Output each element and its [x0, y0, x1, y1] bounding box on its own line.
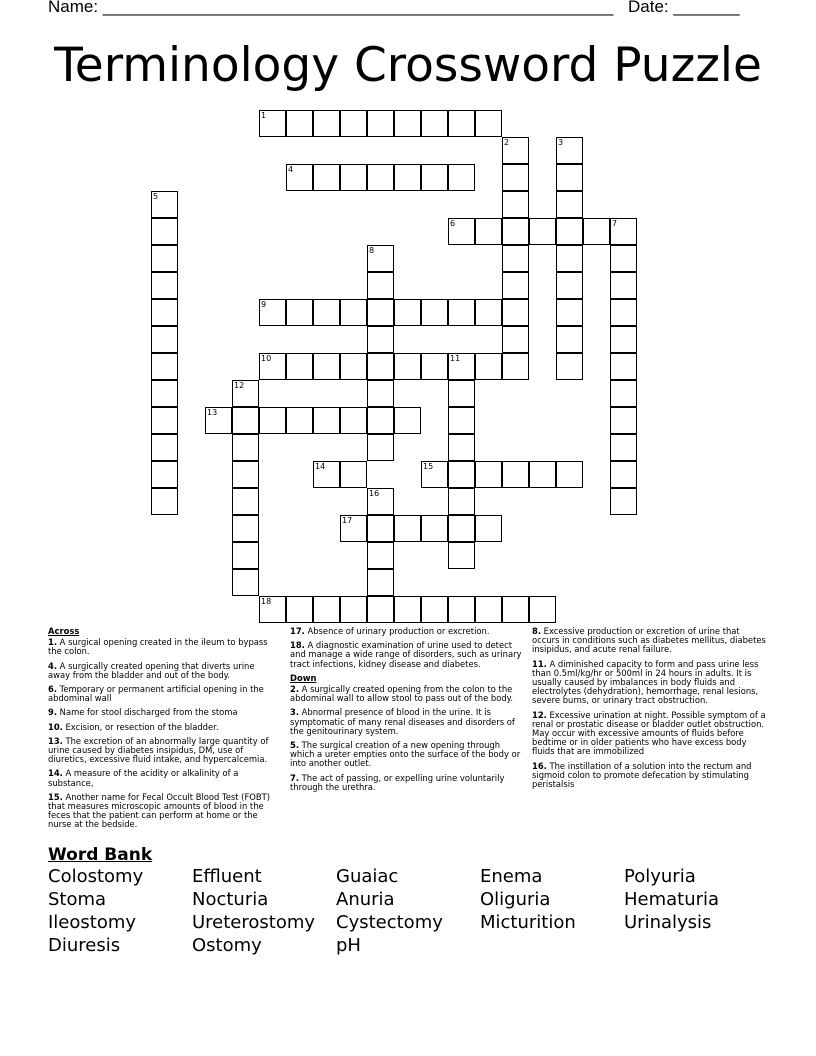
grid-cell[interactable] [610, 461, 637, 488]
grid-cell[interactable] [502, 218, 529, 245]
clue-text: A surgically created opening from the colon to the abdominal wall to allow stool to pass out of the body. [290, 684, 514, 704]
clue-number-label: 9. [48, 707, 58, 718]
grid-cell[interactable] [448, 515, 475, 542]
clue-item [532, 762, 768, 790]
grid-cell[interactable] [610, 245, 637, 272]
clue-item [48, 793, 274, 830]
grid-cell[interactable] [286, 110, 313, 137]
word-bank-item: Nocturia [192, 889, 269, 910]
clue-number-label: 1. [48, 637, 58, 648]
clue-text: A surgically created opening that diverts urine away from the bladder and out of the body. [48, 660, 255, 680]
grid-cell[interactable] [151, 434, 178, 461]
grid-cell[interactable] [556, 245, 583, 272]
grid-cell[interactable] [259, 407, 286, 434]
word-bank-item: Ostomy [192, 935, 262, 956]
grid-cell[interactable] [448, 218, 475, 245]
grid-cell[interactable] [232, 488, 259, 515]
grid-cell[interactable] [151, 272, 178, 299]
clue-number-label: 13. [48, 735, 63, 746]
grid-cell[interactable] [421, 164, 448, 191]
clue-item [532, 711, 768, 757]
grid-cell[interactable] [502, 191, 529, 218]
word-bank-item: Oliguria [480, 889, 551, 910]
across-clue-list-continued [290, 627, 526, 669]
word-bank-item: Micturition [480, 912, 576, 933]
clue-text: Abnormal presence of blood in the urine. It is symptomatic of many renal diseases and disorders of the genitourinary system. [290, 707, 515, 736]
grid-cell[interactable] [259, 110, 286, 137]
word-bank-item: Effluent [192, 866, 262, 887]
clue-number-label: 16. [532, 760, 547, 771]
grid-cell[interactable] [313, 353, 340, 380]
word-bank-item: Ureterostomy [192, 912, 316, 933]
clue-number-label: 2. [290, 684, 300, 695]
clue-item [48, 737, 274, 765]
clue-number: 9 [261, 300, 267, 309]
clues-column-2 [290, 627, 526, 797]
grid-cell[interactable] [340, 353, 367, 380]
grid-cell[interactable] [502, 164, 529, 191]
clue-text: The excretion of an abnormally large quantity of urine caused by diabetes insipidus, DM, use of diuretics, excessive fluid intake, and hypercalcemia. [48, 735, 269, 765]
clue-item [290, 774, 526, 792]
grid-cell[interactable] [556, 137, 583, 164]
grid-cell[interactable] [151, 380, 178, 407]
clue-item [48, 662, 274, 680]
word-bank-item: pH [336, 935, 361, 956]
down-heading: Down [290, 672, 317, 683]
grid-cell[interactable] [313, 596, 340, 623]
grid-cell[interactable] [448, 380, 475, 407]
grid-cell[interactable] [502, 272, 529, 299]
grid-cell[interactable] [151, 488, 178, 515]
grid-cell[interactable] [367, 164, 394, 191]
clue-number-label: 17. [290, 626, 305, 636]
grid-cell[interactable] [448, 110, 475, 137]
grid-cell[interactable] [232, 380, 259, 407]
clue-number: 4 [288, 165, 294, 174]
grid-cell[interactable] [367, 488, 394, 515]
clue-number: 12 [234, 381, 245, 390]
clue-number: 18 [261, 597, 272, 606]
clue-number: 16 [369, 489, 380, 498]
grid-cell[interactable] [286, 353, 313, 380]
page-title: Terminology Crossword Puzzle [54, 38, 762, 93]
word-bank-item: Urinalysis [624, 912, 712, 933]
clue-number: 7 [612, 219, 618, 228]
clue-item [290, 627, 526, 636]
clues-column-3 [532, 627, 768, 794]
grid-cell[interactable] [205, 407, 232, 434]
clue-item [532, 627, 768, 655]
down-clue-list-continued [532, 627, 768, 789]
clue-text: A diminished capacity to form and pass urine less than 0.5ml/kg/hr or 500ml in 24 hours in adults. It is usually caused by imbalances in body fluids and electrolytes (dehydration), hemorrhage, renal lesions, severe burns, or urinary tract obstruction. [532, 658, 759, 706]
clue-text: Excessive urination at night. Possible symptom of a renal or prostatic disease or bladder outlet obstruction. May occur with excessive amounts of fluids before bedtime or in older patients who have excess body fluids that are immobilized [532, 709, 766, 757]
grid-cell[interactable] [421, 299, 448, 326]
grid-cell[interactable] [421, 110, 448, 137]
grid-cell[interactable] [367, 245, 394, 272]
grid-cell[interactable] [556, 164, 583, 191]
clue-number: 6 [450, 219, 456, 228]
clue-text: A surgical opening created in the ileum to bypass the colon. [48, 637, 268, 657]
grid-cell[interactable] [394, 299, 421, 326]
grid-cell[interactable] [529, 218, 556, 245]
grid-cell[interactable] [475, 353, 502, 380]
grid-cell[interactable] [313, 110, 340, 137]
clue-number-label: 10. [48, 721, 63, 732]
grid-cell[interactable] [367, 434, 394, 461]
grid-cell[interactable] [421, 596, 448, 623]
grid-cell[interactable] [475, 110, 502, 137]
grid-cell[interactable] [556, 299, 583, 326]
grid-cell[interactable] [340, 596, 367, 623]
grid-cell[interactable] [367, 407, 394, 434]
grid-cell[interactable] [286, 596, 313, 623]
grid-cell[interactable] [367, 380, 394, 407]
clue-item [290, 641, 526, 669]
clue-number: 3 [558, 138, 564, 147]
grid-cell[interactable] [151, 353, 178, 380]
grid-cell[interactable] [367, 515, 394, 542]
grid-cell[interactable] [448, 353, 475, 380]
grid-cell[interactable] [556, 326, 583, 353]
grid-cell[interactable] [232, 407, 259, 434]
across-heading: Across [48, 626, 80, 636]
grid-cell[interactable] [340, 299, 367, 326]
across-clue-list [48, 638, 274, 829]
grid-cell[interactable] [610, 407, 637, 434]
grid-cell[interactable] [259, 299, 286, 326]
grid-cell[interactable] [151, 218, 178, 245]
grid-cell[interactable] [151, 191, 178, 218]
clue-text: The surgical creation of a new opening through which a ureter empties onto the surface of the body or into another outlet. [290, 740, 521, 769]
grid-cell[interactable] [394, 596, 421, 623]
clue-number-label: 12. [532, 709, 547, 720]
grid-cell[interactable] [502, 245, 529, 272]
grid-cell[interactable] [448, 488, 475, 515]
word-bank-item: Ileostomy [48, 912, 137, 933]
grid-cell[interactable] [556, 191, 583, 218]
clue-item [48, 708, 274, 717]
grid-cell[interactable] [259, 353, 286, 380]
clue-item [48, 685, 274, 703]
grid-cell[interactable] [232, 542, 259, 569]
grid-cell[interactable] [340, 407, 367, 434]
grid-cell[interactable] [529, 596, 556, 623]
grid-cell[interactable] [502, 299, 529, 326]
clue-item [290, 685, 526, 703]
clue-number: 14 [315, 462, 326, 471]
grid-cell[interactable] [475, 515, 502, 542]
grid-cell[interactable] [610, 326, 637, 353]
clue-number-label: 18. [290, 640, 305, 651]
grid-cell[interactable] [421, 353, 448, 380]
clue-text: Another name for Fecal Occult Blood Test (FOBT) that measures microscopic amounts of blood in the feces that the patient can perform at home or the nurse at the bedside. [48, 791, 270, 830]
clue-item [532, 660, 768, 706]
grid-cell[interactable] [151, 326, 178, 353]
clue-text: Excision, or resection of the bladder. [62, 721, 219, 732]
date-field-label[interactable]: Date: _______ [628, 0, 740, 16]
clue-number-label: 3. [290, 707, 300, 718]
grid-cell[interactable] [610, 380, 637, 407]
clue-text: A measure of the acidity or alkalinity of a substance, [48, 768, 239, 788]
grid-cell[interactable] [556, 218, 583, 245]
grid-cell[interactable] [367, 542, 394, 569]
grid-cell[interactable] [610, 272, 637, 299]
grid-cell[interactable] [340, 164, 367, 191]
clue-text: Absence of urinary production or excretion. [304, 626, 490, 636]
grid-cell[interactable] [502, 461, 529, 488]
grid-cell[interactable] [367, 272, 394, 299]
word-bank-item: Polyuria [624, 866, 696, 887]
grid-cell[interactable] [583, 218, 610, 245]
grid-cell[interactable] [421, 461, 448, 488]
clue-text: Excessive production or excretion of urine that occurs in conditions such as diabetes mellitus, diabetes insipidus, and acute renal failure. [532, 626, 766, 655]
clue-number-label: 8. [532, 626, 542, 636]
grid-cell[interactable] [232, 461, 259, 488]
clue-number-label: 11. [532, 658, 547, 669]
grid-cell[interactable] [232, 515, 259, 542]
grid-cell[interactable] [448, 299, 475, 326]
grid-cell[interactable] [448, 596, 475, 623]
word-bank-item: Diuresis [48, 935, 121, 956]
clue-item [48, 638, 274, 656]
clue-number: 17 [342, 516, 353, 525]
grid-cell[interactable] [340, 515, 367, 542]
grid-cell[interactable] [502, 353, 529, 380]
clue-text: Temporary or permanent artificial opening in the abdominal wall [48, 684, 264, 704]
grid-cell[interactable] [286, 407, 313, 434]
grid-cell[interactable] [313, 407, 340, 434]
grid-cell[interactable] [367, 326, 394, 353]
word-bank-item: Hematuria [624, 889, 720, 910]
grid-cell[interactable] [286, 299, 313, 326]
clue-number: 8 [369, 246, 375, 255]
clue-item [48, 769, 274, 787]
clue-number: 10 [261, 354, 272, 363]
word-bank-title: Word Bank [48, 845, 153, 865]
grid-cell[interactable] [151, 299, 178, 326]
grid-cell[interactable] [313, 461, 340, 488]
clue-number: 5 [153, 192, 159, 201]
clue-number: 13 [207, 408, 218, 417]
grid-cell[interactable] [448, 434, 475, 461]
word-bank-item: Cystectomy [336, 912, 443, 933]
grid-cell[interactable] [394, 164, 421, 191]
clue-number-label: 7. [290, 772, 300, 783]
clue-item [48, 723, 274, 732]
grid-cell[interactable] [556, 353, 583, 380]
grid-cell[interactable] [448, 407, 475, 434]
grid-cell[interactable] [340, 461, 367, 488]
grid-cell[interactable] [367, 299, 394, 326]
grid-cell[interactable] [259, 596, 286, 623]
word-bank-item: Stoma [48, 889, 107, 910]
grid-cell[interactable] [610, 353, 637, 380]
grid-cell[interactable] [421, 515, 448, 542]
clue-number: 15 [423, 462, 434, 471]
down-clue-list [290, 685, 526, 792]
grid-cell[interactable] [610, 218, 637, 245]
clue-number: 1 [261, 111, 267, 120]
grid-cell[interactable] [610, 488, 637, 515]
grid-cell[interactable] [151, 461, 178, 488]
clue-number-label: 14. [48, 768, 63, 779]
grid-cell[interactable] [610, 434, 637, 461]
clue-number-label: 5. [290, 740, 300, 751]
grid-cell[interactable] [556, 461, 583, 488]
clue-text: The act of passing, or expelling urine voluntarily through the urethra. [290, 772, 505, 792]
grid-cell[interactable] [340, 110, 367, 137]
clue-item [290, 708, 526, 736]
grid-cell[interactable] [313, 299, 340, 326]
grid-cell[interactable] [367, 110, 394, 137]
grid-cell[interactable] [448, 164, 475, 191]
clues-column-1 [48, 627, 274, 835]
grid-cell[interactable] [475, 218, 502, 245]
grid-cell[interactable] [475, 596, 502, 623]
grid-cell[interactable] [502, 137, 529, 164]
clue-number: 11 [450, 354, 461, 363]
grid-cell[interactable] [502, 596, 529, 623]
grid-cell[interactable] [367, 353, 394, 380]
grid-cell[interactable] [394, 515, 421, 542]
clue-number-label: 15. [48, 791, 63, 802]
clue-number-label: 6. [48, 684, 58, 695]
grid-cell[interactable] [556, 272, 583, 299]
clue-text: Name for stool discharged from the stoma [57, 707, 238, 718]
clue-text: A diagnostic examination of urine used to detect and manage a wide range of disorders, such as urinary tract infections, kidney disease and diabetes. [290, 640, 522, 669]
word-bank-item: Guaiac [336, 866, 399, 887]
grid-cell[interactable] [394, 407, 421, 434]
clue-number-label: 4. [48, 660, 58, 671]
grid-cell[interactable] [475, 461, 502, 488]
grid-cell[interactable] [502, 326, 529, 353]
grid-cell[interactable] [394, 353, 421, 380]
grid-cell[interactable] [448, 542, 475, 569]
name-field-label[interactable]: Name: ______________________________________________________ [48, 0, 614, 16]
clue-item [290, 741, 526, 769]
grid-cell[interactable] [448, 461, 475, 488]
clue-text: The instillation of a solution into the rectum and sigmoid colon to promote defecation by stimulating peristalsis [532, 760, 752, 790]
grid-cell[interactable] [313, 164, 340, 191]
clue-number: 2 [504, 138, 510, 147]
grid-cell[interactable] [394, 110, 421, 137]
grid-cell[interactable] [151, 407, 178, 434]
word-bank-item: Anuria [336, 889, 395, 910]
word-bank-item: Colostomy [48, 866, 144, 887]
grid-cell[interactable] [232, 569, 259, 596]
grid-cell[interactable] [286, 164, 313, 191]
grid-cell[interactable] [232, 434, 259, 461]
grid-cell[interactable] [610, 299, 637, 326]
grid-cell[interactable] [529, 461, 556, 488]
grid-cell[interactable] [475, 299, 502, 326]
word-bank-item: Enema [480, 866, 543, 887]
grid-cell[interactable] [151, 245, 178, 272]
grid-cell[interactable] [367, 596, 394, 623]
grid-cell[interactable] [367, 569, 394, 596]
